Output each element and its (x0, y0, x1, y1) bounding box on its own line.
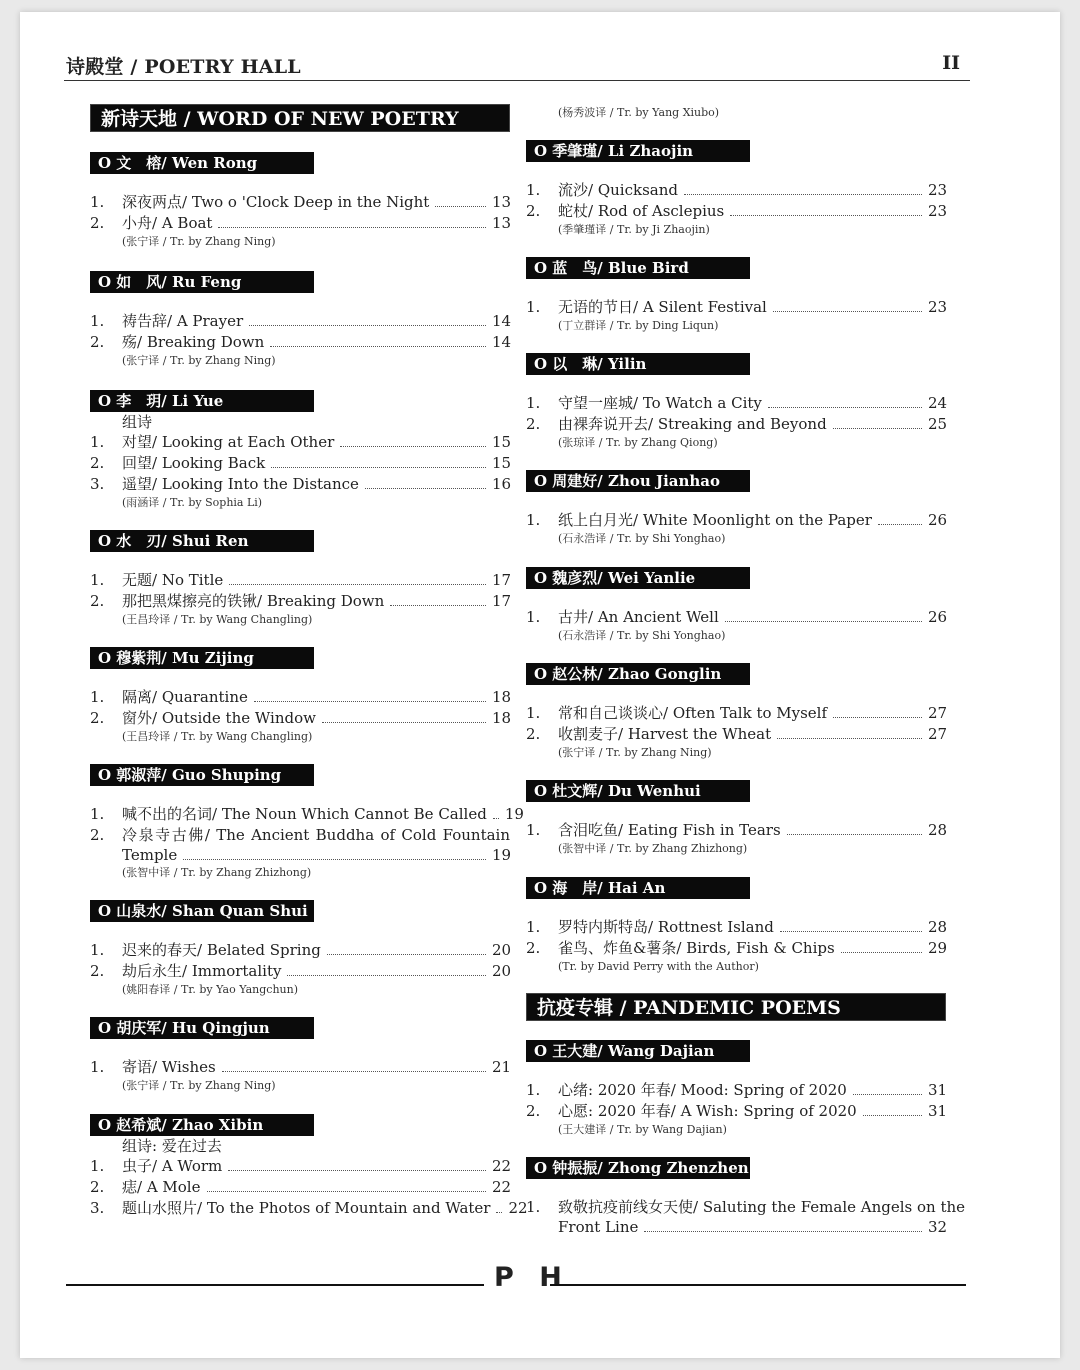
entry-title-continued: Front Line (558, 1218, 639, 1236)
entry-line (122, 453, 510, 473)
entry-title: 遥望/ Looking Into the Distance (122, 475, 359, 493)
entry-title: 那把黑煤擦亮的铁锹/ Breaking Down (122, 592, 385, 610)
entry-line (558, 297, 946, 317)
entry-number: 1. (90, 1157, 105, 1175)
entry-line (122, 940, 510, 960)
entry-line (122, 708, 510, 728)
poet-heading: O 胡庆军/ Hu Qingjun (90, 1017, 314, 1039)
entry-page-number: 20 (492, 962, 512, 980)
entry-page-number: 31 (928, 1102, 948, 1120)
leader-dots (833, 717, 922, 718)
translator-credit: (姚阳春译 / Tr. by Yao Yangchun) (122, 983, 299, 996)
entry-title: 含泪吃鱼/ Eating Fish in Tears (558, 821, 781, 839)
entry-line (558, 820, 946, 840)
toc-entry (526, 297, 946, 317)
poet-heading: O 季肇瑾/ Li Zhaojin (526, 140, 750, 162)
poet-heading: O 郭淑萍/ Guo Shuping (90, 764, 314, 786)
entry-page-number: 15 (492, 454, 512, 472)
leader-dots (435, 206, 486, 207)
toc-entry (90, 591, 510, 611)
poet-heading: O 周建好/ Zhou Jianhao (526, 470, 750, 492)
toc-entry (526, 201, 946, 221)
leader-dots (340, 446, 486, 447)
toc-entry (526, 414, 946, 434)
translator-credit: (王昌玲译 / Tr. by Wang Changling) (122, 613, 313, 626)
entry-title: 由裸奔说开去/ Streaking and Beyond (558, 415, 827, 433)
entry-page-number: 13 (492, 214, 512, 232)
leader-dots (841, 952, 922, 953)
toc-entry (90, 804, 524, 824)
entry-line (558, 703, 946, 723)
toc-entry (90, 1057, 510, 1077)
entry-number: 2. (90, 709, 105, 727)
entry-line (122, 825, 510, 845)
entry-page-number: 27 (928, 704, 948, 722)
entry-title: 守望一座城/ To Watch a City (558, 394, 762, 412)
entry-line (558, 938, 946, 958)
toc-entry (90, 474, 510, 494)
toc-entry (90, 332, 510, 352)
poet-heading: O 杜文辉/ Du Wenhui (526, 780, 750, 802)
footer-mark: P H (494, 1262, 570, 1293)
entry-page-number: 14 (492, 312, 512, 330)
entry-page-number: 13 (492, 193, 512, 211)
entry-line (122, 474, 510, 494)
leader-dots (254, 701, 486, 702)
entry-number: 3. (90, 475, 105, 493)
running-header-page-number: II (942, 52, 960, 74)
leader-dots (183, 859, 486, 860)
toc-entry (526, 393, 946, 413)
entry-line (558, 1197, 966, 1217)
entry-line (558, 917, 946, 937)
translator-credit: (张智中译 / Tr. by Zhang Zhizhong) (122, 866, 312, 879)
toc-entry (90, 940, 510, 960)
poet-heading: O 水 刃/ Shui Ren (90, 530, 314, 552)
entry-page-number: 27 (928, 725, 948, 743)
entry-number: 2. (90, 592, 105, 610)
toc-entry (526, 820, 946, 840)
leader-dots (218, 227, 486, 228)
entry-page-number: 26 (928, 511, 948, 529)
entry-number: 2. (90, 214, 105, 232)
running-header-title: 诗殿堂 / POETRY HALL (66, 56, 301, 78)
entry-title: 深夜两点/ Two o 'Clock Deep in the Night (122, 193, 430, 211)
poet-heading: O 文 榕/ Wen Rong (90, 152, 314, 174)
entry-line (558, 607, 946, 627)
leader-dots (725, 621, 922, 622)
entry-title: 喊不出的名词/ The Noun Which Cannot Be Called (122, 805, 487, 823)
leader-dots (229, 584, 486, 585)
toc-entry (90, 687, 510, 707)
entry-number: 1. (90, 1058, 105, 1076)
entry-number: 2. (90, 454, 105, 472)
leader-dots (863, 1115, 922, 1116)
entry-line (122, 845, 510, 865)
leader-dots (270, 346, 486, 347)
entry-line (558, 180, 946, 200)
entry-page-number: 28 (928, 821, 948, 839)
leader-dots (730, 215, 922, 216)
entry-number: 1. (526, 608, 541, 626)
entry-page-number: 16 (492, 475, 512, 493)
toc-entry (90, 1198, 528, 1218)
entry-page-number: 18 (492, 709, 512, 727)
toc-entry (90, 570, 510, 590)
entry-line (558, 414, 946, 434)
entry-line (122, 570, 510, 590)
toc-entry (526, 724, 946, 744)
translator-credit: (张宁译 / Tr. by Zhang Ning) (122, 235, 276, 248)
entry-line (122, 332, 510, 352)
entry-number: 2. (526, 415, 541, 433)
leader-dots (644, 1231, 922, 1232)
translator-credit: (王大建译 / Tr. by Wang Dajian) (558, 1123, 727, 1136)
footer-rule-left (66, 1284, 484, 1286)
entry-number: 3. (90, 1199, 105, 1217)
toc-entry (90, 961, 510, 981)
toc-entry (526, 917, 946, 937)
entry-number: 1. (526, 704, 541, 722)
translator-credit: (杨秀波译 / Tr. by Yang Xiubo) (558, 106, 720, 119)
toc-entry (526, 510, 946, 530)
poet-heading: O 穆紫荆/ Mu Zijing (90, 647, 314, 669)
toc-entry (526, 180, 946, 200)
poet-heading: O 海 岸/ Hai An (526, 877, 750, 899)
series-subtitle: 组诗 (122, 413, 153, 431)
leader-dots (222, 1071, 486, 1072)
entry-line (558, 724, 946, 744)
translator-credit: (张宁译 / Tr. by Zhang Ning) (558, 746, 712, 759)
entry-number: 2. (526, 202, 541, 220)
series-subtitle: 组诗: 爱在过去 (122, 1137, 222, 1155)
entry-title: 虫子/ A Worm (122, 1157, 223, 1175)
entry-title: 冷泉寺古佛/ The Ancient Buddha of Cold Fountain (122, 826, 510, 844)
entry-page-number: 23 (928, 181, 948, 199)
leader-dots (768, 407, 922, 408)
entry-title: 对望/ Looking at Each Other (122, 433, 335, 451)
entry-line (558, 1080, 946, 1100)
entry-page-number: 29 (928, 939, 948, 957)
entry-title: 寄语/ Wishes (122, 1058, 216, 1076)
translator-credit: (石永浩译 / Tr. by Shi Yonghao) (558, 532, 726, 545)
entry-title: 收割麦子/ Harvest the Wheat (558, 725, 772, 743)
entry-title: 致敬抗疫前线女天使/ Saluting the Female Angels on the (558, 1198, 966, 1216)
leader-dots (684, 194, 922, 195)
entry-line (122, 687, 510, 707)
toc-entry (90, 708, 510, 728)
entry-line (122, 213, 510, 233)
entry-line (122, 1057, 510, 1077)
toc-entry (526, 1080, 946, 1100)
entry-title: 古井/ An Ancient Well (558, 608, 719, 626)
entry-title: 心绪: 2020 年春/ Mood: Spring of 2020 (558, 1081, 847, 1099)
toc-entry (90, 453, 510, 473)
poet-heading: O 李 玥/ Li Yue (90, 390, 314, 412)
entry-title: 隔离/ Quarantine (122, 688, 248, 706)
entry-title: 罗特内斯特岛/ Rottnest Island (558, 918, 774, 936)
poet-heading: O 钟振振/ Zhong Zhenzhen (526, 1157, 750, 1179)
toc-entry (526, 607, 946, 627)
entry-page-number: 20 (492, 941, 512, 959)
poet-heading: O 如 风/ Ru Feng (90, 271, 314, 293)
poet-heading: O 以 琳/ Yilin (526, 353, 750, 375)
poet-heading: O 蓝 鸟/ Blue Bird (526, 257, 750, 279)
page (20, 12, 1060, 1358)
entry-title: 小舟/ A Boat (122, 214, 213, 232)
poet-heading: O 赵公林/ Zhao Gonglin (526, 663, 750, 685)
entry-number: 1. (526, 1081, 541, 1099)
entry-title: 题山水照片/ To the Photos of Mountain and Water (122, 1199, 491, 1217)
toc-entry (526, 703, 946, 723)
entry-page-number: 17 (492, 592, 512, 610)
leader-dots (249, 325, 486, 326)
entry-number: 2. (526, 725, 541, 743)
entry-number: 1. (526, 511, 541, 529)
leader-dots (777, 738, 922, 739)
leader-dots (773, 311, 922, 312)
entry-line (558, 201, 946, 221)
entry-number: 2. (526, 939, 541, 957)
entry-number: 2. (90, 333, 105, 351)
entry-title-continued: Temple (122, 846, 178, 864)
toc-entry (90, 311, 510, 331)
entry-title: 纸上白月光/ White Moonlight on the Paper (558, 511, 872, 529)
toc-entry (526, 1101, 946, 1121)
entry-line (122, 192, 510, 212)
entry-title: 流沙/ Quicksand (558, 181, 678, 199)
entry-title: 心愿: 2020 年春/ A Wish: Spring of 2020 (558, 1102, 857, 1120)
translator-credit: (雨涵译 / Tr. by Sophia Li) (122, 496, 263, 509)
entry-line (558, 393, 946, 413)
entry-page-number: 19 (504, 805, 524, 823)
entry-line (122, 432, 510, 452)
entry-number: 1. (526, 821, 541, 839)
entry-title: 殇/ Breaking Down (122, 333, 265, 351)
entry-page-number: 21 (492, 1058, 512, 1076)
translator-credit: (张宁译 / Tr. by Zhang Ning) (122, 354, 276, 367)
entry-title: 回望/ Looking Back (122, 454, 266, 472)
translator-credit: (张琼译 / Tr. by Zhang Qiong) (558, 436, 718, 449)
entry-number: 1. (90, 312, 105, 330)
entry-title: 无题/ No Title (122, 571, 224, 589)
toc-entry (526, 1197, 966, 1217)
entry-line (122, 804, 524, 824)
entry-number: 1. (90, 688, 105, 706)
entry-page-number: 18 (492, 688, 512, 706)
entry-line (558, 510, 946, 530)
translator-credit: (季肇瑾译 / Tr. by Ji Zhaojin) (558, 223, 710, 236)
section-title-pandemic-poems: 抗疫专辑 / PANDEMIC POEMS (526, 993, 946, 1021)
entry-title: 无语的节日/ A Silent Festival (558, 298, 767, 316)
toc-entry (90, 192, 510, 212)
translator-credit: (Tr. by David Perry with the Author) (558, 960, 759, 973)
leader-dots (780, 931, 922, 932)
entry-number: 2. (526, 1102, 541, 1120)
entry-number: 1. (526, 298, 541, 316)
leader-dots (878, 524, 922, 525)
entry-page-number: 22 (492, 1178, 512, 1196)
leader-dots (833, 428, 922, 429)
footer-rule-right (550, 1284, 966, 1286)
translator-credit: (王昌玲译 / Tr. by Wang Changling) (122, 730, 313, 743)
header-rule (64, 80, 970, 81)
entry-line (558, 1101, 946, 1121)
leader-dots (853, 1094, 922, 1095)
entry-page-number: 19 (492, 846, 512, 864)
entry-page-number: 23 (928, 298, 948, 316)
poet-heading: O 魏彦烈/ Wei Yanlie (526, 567, 750, 589)
leader-dots (390, 605, 486, 606)
entry-line (558, 1217, 946, 1237)
entry-page-number: 17 (492, 571, 512, 589)
entry-number: 1. (90, 941, 105, 959)
entry-line (122, 311, 510, 331)
entry-title: 迟来的春天/ Belated Spring (122, 941, 321, 959)
entry-title: 窗外/ Outside the Window (122, 709, 316, 727)
entry-page-number: 24 (928, 394, 948, 412)
entry-line (122, 1177, 510, 1197)
entry-line (122, 961, 510, 981)
entry-page-number: 26 (928, 608, 948, 626)
toc-entry (90, 1177, 510, 1197)
toc-entry-continued (90, 845, 510, 865)
poet-heading: O 赵希斌/ Zhao Xibin (90, 1114, 314, 1136)
entry-number: 1. (526, 918, 541, 936)
entry-page-number: 22 (508, 1199, 528, 1217)
entry-line (122, 591, 510, 611)
poet-heading: O 王大建/ Wang Dajian (526, 1040, 750, 1062)
entry-title: 蛇杖/ Rod of Asclepius (558, 202, 725, 220)
entry-line (122, 1156, 510, 1176)
entry-number: 1. (90, 433, 105, 451)
entry-number: 2. (90, 1178, 105, 1196)
leader-dots (271, 467, 486, 468)
entry-page-number: 28 (928, 918, 948, 936)
entry-number: 2. (90, 962, 105, 980)
toc-entry (90, 432, 510, 452)
entry-page-number: 25 (928, 415, 948, 433)
leader-dots (322, 722, 486, 723)
leader-dots (365, 488, 486, 489)
entry-title: 雀鸟、炸鱼&薯条/ Birds, Fish & Chips (558, 939, 835, 957)
entry-title: 痣/ A Mole (122, 1178, 201, 1196)
entry-number: 1. (526, 394, 541, 412)
entry-number: 1. (526, 181, 541, 199)
entry-page-number: 14 (492, 333, 512, 351)
leader-dots (787, 834, 922, 835)
entry-title: 祷告辞/ A Prayer (122, 312, 244, 330)
toc-entry (90, 1156, 510, 1176)
translator-credit: (石永浩译 / Tr. by Shi Yonghao) (558, 629, 726, 642)
toc-entry-continued (526, 1217, 946, 1237)
toc-entry (526, 938, 946, 958)
translator-credit: (丁立群译 / Tr. by Ding Liqun) (558, 319, 719, 332)
entry-number: 1. (90, 805, 105, 823)
entry-page-number: 31 (928, 1081, 948, 1099)
entry-line (122, 1198, 528, 1218)
entry-page-number: 32 (928, 1218, 948, 1236)
poet-heading: O 山泉水/ Shan Quan Shui (90, 900, 314, 922)
translator-credit: (张智中译 / Tr. by Zhang Zhizhong) (558, 842, 748, 855)
entry-page-number: 15 (492, 433, 512, 451)
toc-entry (90, 213, 510, 233)
entry-page-number: 22 (492, 1157, 512, 1175)
leader-dots (228, 1170, 486, 1171)
leader-dots (207, 1191, 487, 1192)
entry-title: 常和自己谈谈心/ Often Talk to Myself (558, 704, 828, 722)
entry-page-number: 23 (928, 202, 948, 220)
entry-title: 劫后永生/ Immortality (122, 962, 282, 980)
entry-number: 2. (90, 826, 105, 844)
translator-credit: (张宁译 / Tr. by Zhang Ning) (122, 1079, 276, 1092)
entry-number: 1. (526, 1198, 541, 1216)
leader-dots (287, 975, 486, 976)
toc-entry (90, 825, 510, 845)
entry-number: 1. (90, 193, 105, 211)
entry-number: 1. (90, 571, 105, 589)
leader-dots (327, 954, 486, 955)
section-title-new-poetry: 新诗天地 / WORD OF NEW POETRY (90, 104, 510, 132)
